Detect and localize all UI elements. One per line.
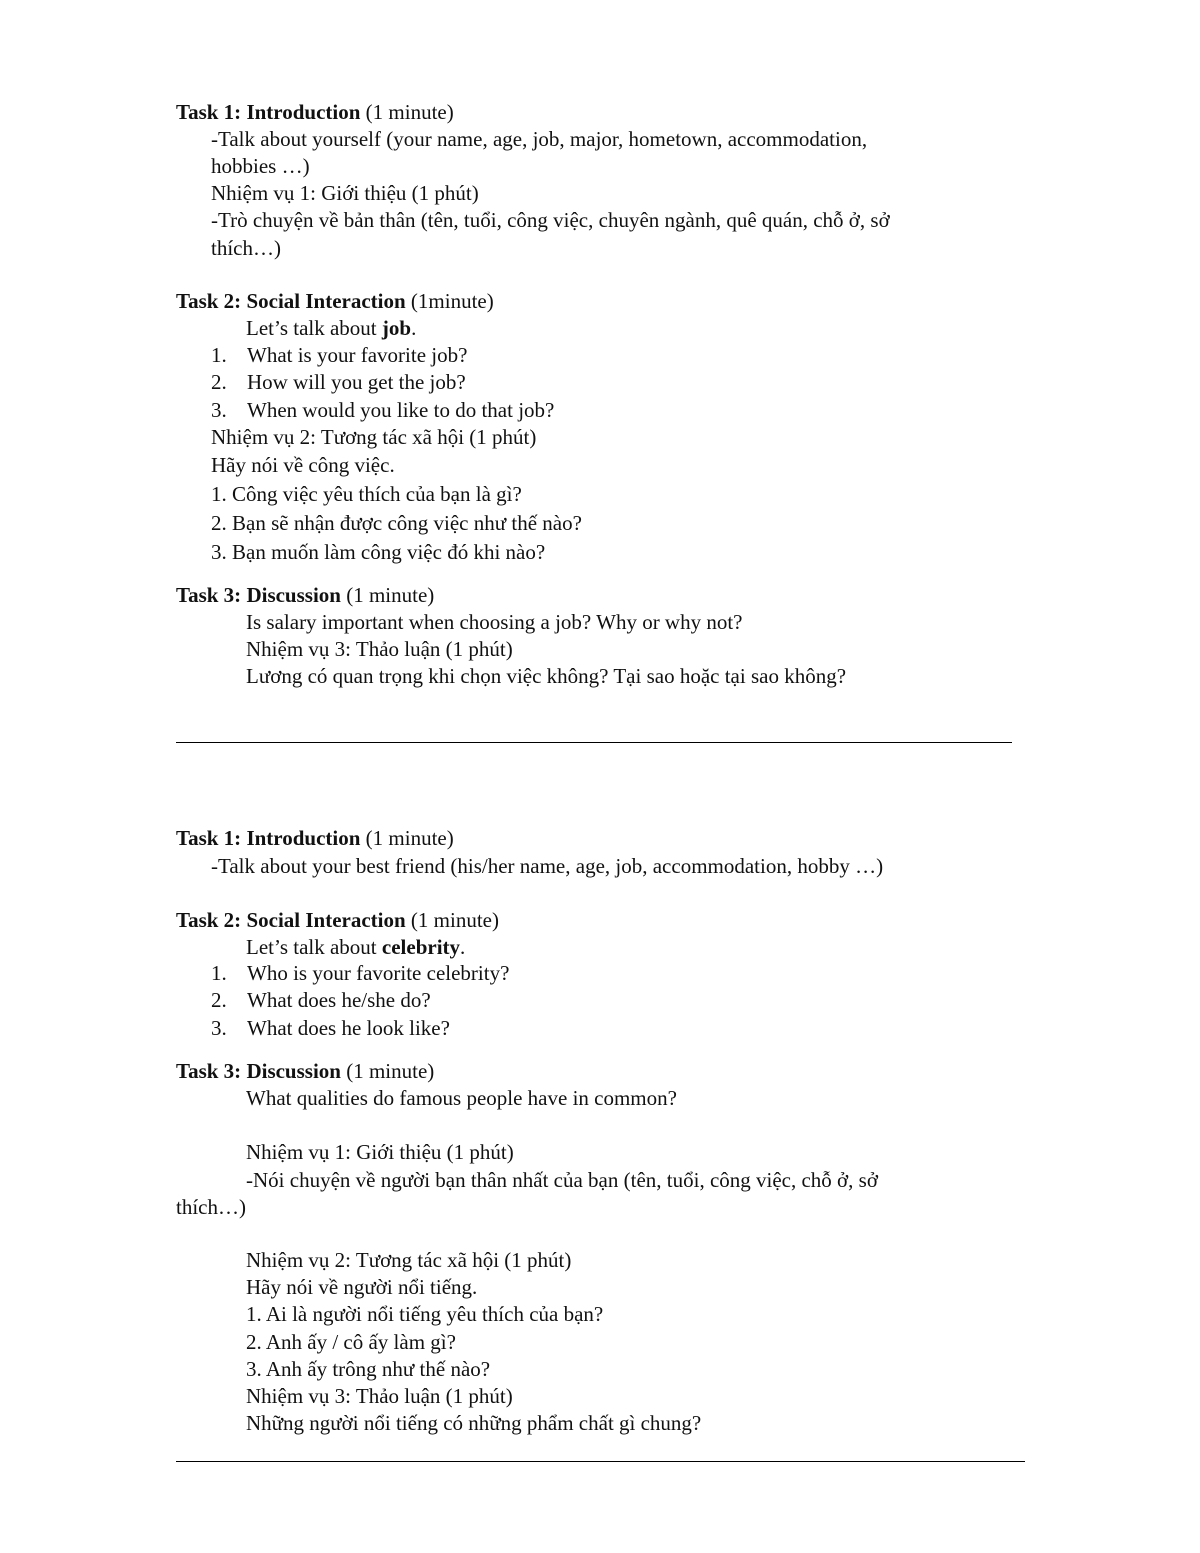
- task-title: Social Interaction: [246, 289, 406, 313]
- task-time: (1 minute): [346, 1059, 435, 1083]
- question-text: What is your favorite job?: [247, 343, 468, 367]
- question-text: How will you get the job?: [247, 370, 466, 394]
- question-text: What does he/she do?: [247, 988, 431, 1012]
- set2-task3-heading: [176, 1059, 434, 1083]
- task-title: Discussion: [246, 583, 341, 607]
- task-title: Introduction: [246, 826, 361, 850]
- question-text: What does he look like?: [247, 1016, 450, 1040]
- task-label: Task 3:: [176, 583, 242, 607]
- list-item: [211, 1016, 450, 1040]
- task-label: Task 2:: [176, 289, 242, 313]
- task-time: (1 minute): [410, 908, 499, 932]
- set1-task1-vi-line2: thích…): [211, 236, 281, 260]
- list-item: 1. Công việc yêu thích của bạn là gì?: [211, 482, 522, 506]
- list-item: 1. Ai là người nổi tiếng yêu thích của bạn?: [246, 1302, 604, 1326]
- set2-vi-task1-title: Nhiệm vụ 1: Giới thiệu (1 phút): [246, 1140, 514, 1164]
- set1-task2-vi-title: Nhiệm vụ 2: Tương tác xã hội (1 phút): [211, 425, 537, 449]
- task-label: Task 1:: [176, 826, 242, 850]
- intro-period: .: [411, 316, 417, 340]
- set1-task1-prompt-line1: -Talk about yourself (your name, age, job, major, hometown, accommodation,: [211, 127, 868, 151]
- set2-vi-task1-line2: thích…): [176, 1195, 246, 1219]
- set1-task2-heading: [176, 289, 494, 313]
- set1-task3-question: Is salary important when choosing a job? Why or why not?: [246, 610, 743, 634]
- list-item: 2. Bạn sẽ nhận được công việc như thế nào?: [211, 511, 582, 535]
- set1-task2-vi-intro: Hãy nói về công việc.: [211, 453, 395, 477]
- list-item: 3. Anh ấy trông như thế nào?: [246, 1357, 491, 1381]
- list-item: [211, 961, 509, 985]
- set1-task1-prompt-line2: hobbies …): [211, 154, 310, 178]
- list-item: [211, 988, 431, 1012]
- intro-period: .: [460, 935, 466, 959]
- task-time: (1 minute): [365, 100, 454, 124]
- section-divider: [176, 742, 1012, 743]
- task-label: Task 3:: [176, 1059, 242, 1083]
- task-time: (1 minute): [346, 583, 435, 607]
- set2-vi-task1-line1: -Nói chuyện về người bạn thân nhất của bạn (tên, tuổi, công việc, chỗ ở, sở: [246, 1168, 878, 1192]
- set2-vi-task3-title: Nhiệm vụ 3: Thảo luận (1 phút): [246, 1384, 513, 1408]
- question-text: Who is your favorite celebrity?: [247, 961, 510, 985]
- set2-vi-task2-intro: Hãy nói về người nổi tiếng.: [246, 1275, 478, 1299]
- set1-task1-heading: [176, 100, 454, 124]
- intro-text: Let’s talk about: [246, 316, 382, 340]
- set2-task3-question: What qualities do famous people have in common?: [246, 1086, 677, 1110]
- question-text: When would you like to do that job?: [247, 398, 555, 422]
- list-number: 3.: [211, 398, 227, 422]
- list-number: 1.: [211, 961, 227, 985]
- list-number: 2.: [211, 370, 227, 394]
- list-number: 1.: [211, 343, 227, 367]
- set1-task3-heading: [176, 583, 434, 607]
- set2-vi-task2-title: Nhiệm vụ 2: Tương tác xã hội (1 phút): [246, 1248, 572, 1272]
- task-title: Social Interaction: [246, 908, 406, 932]
- set1-task1-vi-title: Nhiệm vụ 1: Giới thiệu (1 phút): [211, 181, 479, 205]
- set2-task1-prompt: -Talk about your best friend (his/her name, age, job, accommodation, hobby …): [211, 854, 884, 878]
- set1-task1-vi-line1: -Trò chuyện về bản thân (tên, tuổi, công việc, chuyên ngành, quê quán, chỗ ở, sở: [211, 208, 890, 232]
- list-item: [211, 370, 466, 394]
- task-label: Task 1:: [176, 100, 242, 124]
- task-time: (1 minute): [365, 826, 454, 850]
- task-label: Task 2:: [176, 908, 242, 932]
- list-number: 2.: [211, 988, 227, 1012]
- topic-word: celebrity: [381, 935, 461, 959]
- set2-task2-intro: [246, 935, 465, 959]
- list-number: 3.: [211, 1016, 227, 1040]
- section-divider: [176, 1461, 1025, 1462]
- set2-vi-task3-question: Những người nổi tiếng có những phẩm chất gì chung?: [246, 1411, 702, 1435]
- set1-task3-vi-title: Nhiệm vụ 3: Thảo luận (1 phút): [246, 637, 513, 661]
- list-item: [211, 398, 554, 422]
- set1-task3-vi-question: Lương có quan trọng khi chọn việc không? Tại sao hoặc tại sao không?: [246, 664, 847, 688]
- list-item: 3. Bạn muốn làm công việc đó khi nào?: [211, 540, 546, 564]
- list-item: 2. Anh ấy / cô ấy làm gì?: [246, 1330, 456, 1354]
- set2-task1-heading: [176, 826, 454, 850]
- set2-task2-heading: [176, 908, 499, 932]
- task-time: (1minute): [410, 289, 494, 313]
- set1-task2-intro: [246, 316, 416, 340]
- task-title: Discussion: [246, 1059, 341, 1083]
- intro-text: Let’s talk about: [246, 935, 382, 959]
- list-item: [211, 343, 467, 367]
- topic-word: job: [381, 316, 412, 340]
- task-title: Introduction: [246, 100, 361, 124]
